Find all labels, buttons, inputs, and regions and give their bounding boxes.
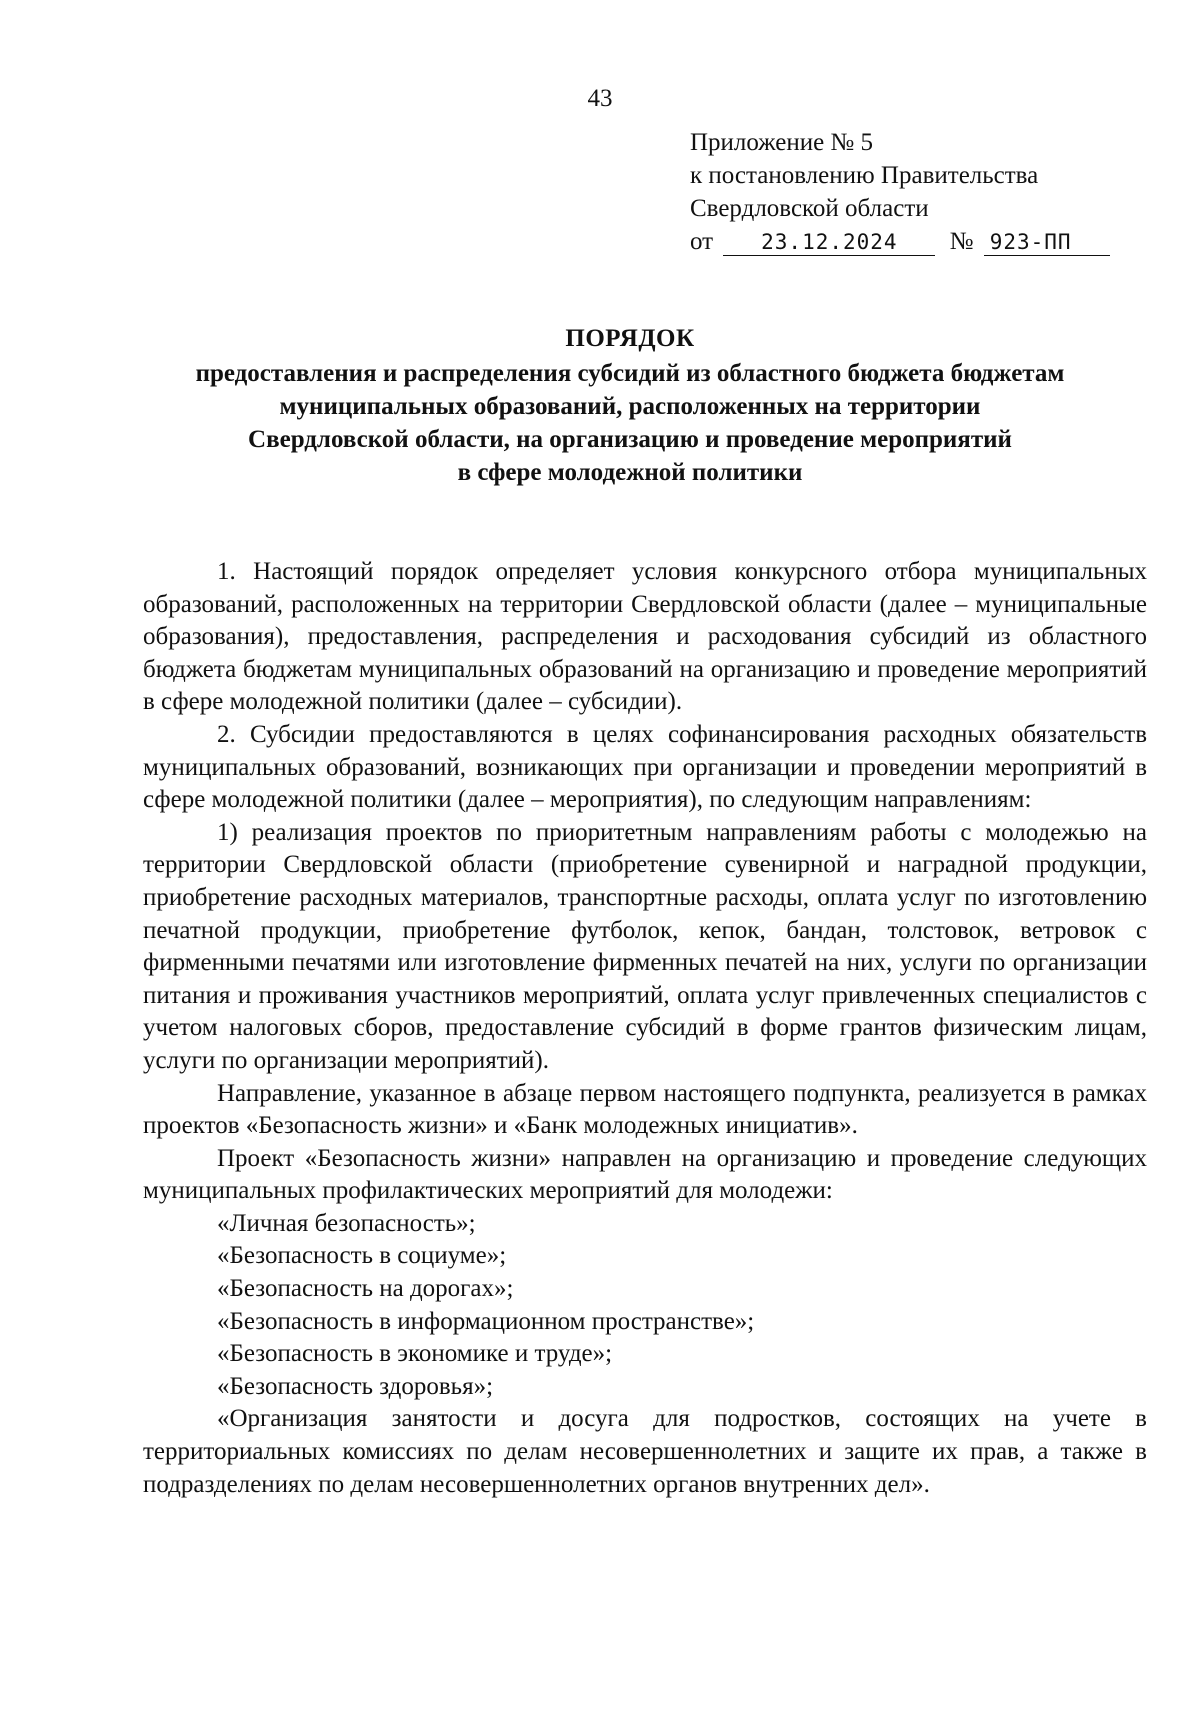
appendix-line-3: Свердловской области — [690, 195, 929, 222]
paragraph-3: 1) реализация проектов по приоритетным направлениям работы с молодежью на территории Свердловской области (приобретение сувенирной и наградной продукции, приобретение расходных материалов, транспортные расходы, оплата услуг по изготовлению печатной продукции, приобретение футболок, кепок, бандан, толстовок, ветровок с фирменными печатями или изготовление фирменных печатей на них, услуги по организации питания и проживания участников мероприятий, оплата услуг привлеченных специалистов с учетом налоговых сборов, предоставление субсидий в форме грантов физическим лицам, услуги по организации мероприятий). — [143, 818, 1147, 1074]
list-item: «Безопасность в информационном пространстве»; — [217, 1307, 755, 1335]
document-body — [143, 556, 1147, 1501]
appendix-header — [690, 126, 1160, 258]
paragraph-2: 2. Субсидии предоставляются в целях софинансирования расходных обязательств муниципальных образований, возникающих при организации и проведении мероприятий в сфере молодежной политики (далее – мероприятия), по следующим направлениям: — [143, 720, 1147, 814]
list-item: «Безопасность на дорогах»; — [217, 1275, 514, 1303]
paragraph-4: Направление, указанное в абзаце первом настоящего подпункта, реализуется в рамках проектов «Безопасность жизни» и «Банк молодежных инициатив». — [143, 1079, 1147, 1140]
list-item: «Безопасность в экономике и труде»; — [217, 1340, 613, 1368]
paragraph-1: 1. Настоящий порядок определяет условия конкурсного отбора муниципальных образований, расположенных на территории Свердловской области (далее – муниципальные образования), предоставления, распределения и расходования субсидий из областного бюджета бюджетам муниципальных образований на организацию и проведение мероприятий в сфере молодежной политики (далее – субсидии). — [143, 558, 1147, 716]
page-number: 43 — [587, 85, 613, 112]
subtitle-line-4: в сфере молодежной политики — [457, 459, 803, 486]
subtitle-line-2: муниципальных образований, расположенных на территории — [279, 393, 981, 420]
resolution-date: 23.12.2024 — [723, 229, 935, 256]
list-item: «Личная безопасность»; — [217, 1209, 476, 1237]
from-label: от — [690, 228, 714, 255]
list-item: «Безопасность в социуме»; — [217, 1242, 507, 1270]
final-paragraph: «Организация занятости и досуга для подростков, состоящих на учете в территориальных комиссиях по делам несовершеннолетних и защите их прав, а также в подразделениях по делам несовершеннолетних органов внутренних дел». — [143, 1405, 1147, 1498]
subtitle-line-3: Свердловской области, на организацию и проведение мероприятий — [248, 426, 1012, 453]
document-title: ПОРЯДОК — [565, 325, 695, 352]
subtitle-line-1: предоставления и распределения субсидий из областного бюджета бюджетам — [195, 360, 1065, 387]
document-title-block — [140, 322, 1120, 489]
paragraph-5: Проект «Безопасность жизни» направлен на организацию и проведение следующих муниципальных профилактических мероприятий для молодежи: — [143, 1144, 1147, 1205]
appendix-line-1: Приложение № 5 — [690, 129, 874, 156]
number-label: № — [949, 228, 974, 255]
list-item: «Безопасность здоровья»; — [217, 1372, 494, 1400]
appendix-line-2: к постановлению Правительства — [690, 162, 1039, 189]
resolution-number: 923-ПП — [984, 229, 1110, 256]
appendix-reference-line — [690, 225, 1160, 258]
